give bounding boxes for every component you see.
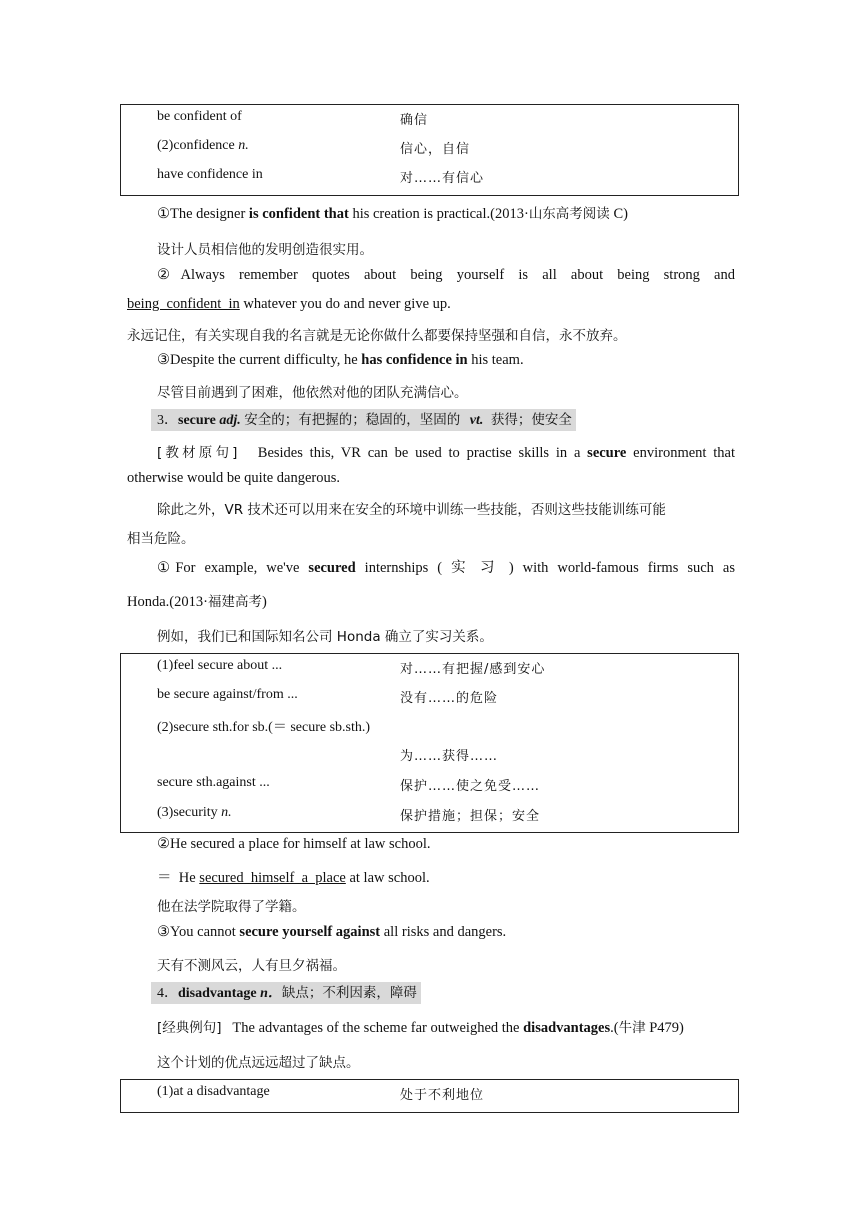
phrase-meaning: 处于不利地位: [400, 1088, 485, 1103]
part-of-speech: n.: [221, 805, 232, 820]
part-of-speech: n.: [238, 138, 249, 153]
sentence-text: ): [261, 594, 267, 610]
headword: secure: [178, 413, 216, 428]
key-phrase: secured: [308, 560, 356, 576]
example-rewrite: [157, 866, 430, 887]
tag-label: [教材原句]: [157, 445, 238, 461]
phrase-row: [157, 805, 232, 821]
phrase-box-secure: [120, 653, 739, 833]
example-translation: 他在法学院取得了学籍。: [157, 899, 306, 915]
example-sentence-cont: [127, 296, 451, 313]
phrase-meaning: 对……有把握/感到安心: [400, 662, 546, 677]
headword: disadvantage: [178, 986, 257, 1001]
phrase-box-confident: [120, 104, 739, 196]
phrase-row: [157, 138, 249, 154]
sentence-text: ＝ He: [157, 870, 200, 886]
example-sentence: [157, 924, 506, 941]
sentence-text: all risks and dangers.: [380, 924, 507, 940]
meaning: 缺点；不利因素，障碍: [281, 985, 417, 1001]
example-translation: 设计人员相信他的发明创造很实用。: [157, 242, 373, 258]
phrase-text: (3)security: [157, 805, 222, 820]
sentence-text: his team.: [467, 352, 524, 368]
example-sentence: [157, 352, 524, 369]
meaning: 安全的；有把握的；稳固的，坚固的: [244, 412, 461, 428]
sentence-text: ③Despite the current difficulty, he: [157, 352, 362, 368]
phrase-meaning: 确信: [400, 113, 429, 128]
key-phrase: has confidence in: [361, 352, 468, 368]
textbook-translation-cont: 相当危险。: [127, 531, 195, 547]
phrase-meaning: 没有……的危险: [400, 691, 499, 706]
source-label: 福建高考: [207, 594, 262, 610]
phrase-meaning: 信心，自信: [400, 142, 471, 157]
phrase-row: (1)at a disadvantage: [157, 1084, 270, 1099]
sentence-text: his creation is practical.(2013·: [348, 206, 529, 222]
phrase-row: secure sth.against ...: [157, 775, 270, 790]
phrase-row: have confidence in: [157, 167, 263, 182]
phrase-row: (1)feel secure about ...: [157, 658, 283, 673]
sentence-text: ①The designer: [157, 206, 249, 222]
example-sentence: [157, 556, 735, 577]
section-number: 4．: [157, 986, 178, 1001]
sentence-text: C): [609, 206, 628, 222]
sentence-text: P479): [645, 1020, 684, 1036]
sentence-text: .(: [610, 1020, 619, 1036]
example-translation: 天有不测风云，人有旦夕祸福。: [157, 958, 346, 974]
textbook-sentence: [157, 441, 735, 462]
section-heading-secure: [151, 409, 576, 431]
phrase-box-disadvantage: [120, 1079, 739, 1113]
sentence-text: Besides this, VR can be used to practise skills in a: [257, 445, 588, 461]
part-of-speech: vt.: [469, 413, 484, 428]
phrase-meaning: 保护……使之免受……: [400, 779, 541, 794]
meaning: 获得；使安全: [490, 412, 572, 428]
sentence-text: at law school.: [345, 870, 430, 886]
key-phrase: disadvantages: [523, 1020, 611, 1036]
section-heading-disadvantage: [151, 982, 421, 1004]
source-label: 牛津: [618, 1020, 646, 1036]
key-phrase: secure: [587, 445, 627, 461]
part-of-speech: n．: [260, 986, 282, 1001]
example-translation: 尽管目前遇到了困难，他依然对他的团队充满信心。: [157, 385, 468, 401]
key-phrase: is confident that: [248, 206, 349, 222]
classic-translation: 这个计划的优点远远超过了缺点。: [157, 1055, 360, 1071]
fill-answer: being confident in: [127, 296, 240, 312]
phrase-row: be confident of: [157, 109, 242, 124]
sentence-text: The advantages of the scheme far outweighed the: [232, 1020, 524, 1036]
tag-label: [经典例句]: [157, 1020, 222, 1036]
sentence-text: environment that: [626, 445, 735, 461]
phrase-meaning: 对……有信心: [400, 171, 485, 186]
example-sentence: ②He secured a place for himself at law school.: [157, 836, 431, 852]
textbook-translation: 除此之外，VR 技术还可以用来在安全的环境中训练一些技能，否则这些技能训练可能: [157, 502, 666, 518]
key-phrase: secure yourself against: [239, 924, 381, 940]
sentence-text: ①For example, we've: [157, 560, 309, 576]
example-sentence: [157, 202, 628, 223]
example-sentence-cont: [127, 590, 267, 611]
sentence-text: Honda.(2013·: [127, 594, 208, 610]
phrase-row: (2)secure sth.for sb.(＝ secure sb.sth.): [157, 720, 371, 735]
example-sentence: ②Always remember quotes about being yourself is all about being strong and: [157, 267, 735, 283]
example-translation: 永远记住，有关实现自我的名言就是无论你做什么都要保持坚强和自信，永不放弃。: [127, 328, 627, 344]
sentence-text: internships ( 实 习 ) with world-famous firms such as: [355, 560, 735, 576]
classic-sentence: [157, 1016, 684, 1037]
fill-answer: secured himself a place: [199, 870, 346, 886]
phrase-meaning: 为……获得……: [400, 749, 499, 764]
phrase-text: (2)confidence: [157, 138, 239, 153]
source-label: 山东高考阅读: [528, 206, 610, 222]
sentence-text: whatever you do and never give up.: [239, 296, 451, 312]
section-number: 3．: [157, 413, 178, 428]
phrase-row: be secure against/from ...: [157, 687, 298, 702]
part-of-speech: adj.: [219, 413, 241, 428]
sentence-text: ③You cannot: [157, 924, 240, 940]
phrase-meaning: 保护措施；担保；安全: [400, 809, 541, 824]
textbook-sentence-cont: otherwise would be quite dangerous.: [127, 470, 341, 486]
example-translation: 例如，我们已和国际知名公司 Honda 确立了实习关系。: [157, 629, 493, 645]
